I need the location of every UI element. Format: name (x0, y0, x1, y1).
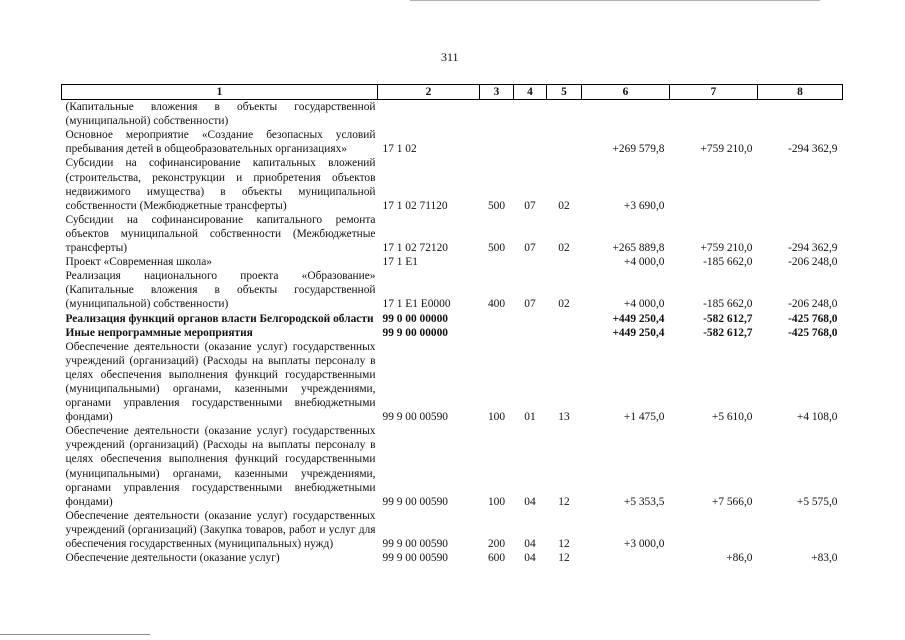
row-col6: +269 579,8 (612, 143, 665, 156)
row-col6 (582, 100, 670, 129)
row-col6: +265 889,8 (612, 242, 665, 255)
row-col3: 500 (487, 199, 506, 212)
row-col6: +3 690,0 (623, 199, 665, 212)
row-col6: +5 353,5 (623, 495, 665, 508)
row-col5: 02 (558, 242, 570, 255)
row-col6: +3 000,0 (623, 538, 665, 550)
table-row (62, 128, 843, 156)
row-col4 (514, 312, 547, 326)
row-name: Реализация функций органов власти Белгородской области (65, 312, 374, 325)
row-col6: +4 000,0 (623, 298, 665, 311)
table-row (62, 509, 843, 551)
row-name: Иные непрограммные мероприятия (65, 326, 253, 339)
budget-table (61, 84, 843, 565)
row-col3: 600 (487, 552, 506, 565)
row-col7: +7 566,0 (711, 495, 753, 508)
row-col5: 12 (558, 552, 570, 565)
row-col8 (758, 156, 843, 212)
row-col3 (480, 128, 514, 156)
row-col6: +449 250,4 (612, 326, 665, 339)
row-col5: 02 (558, 298, 570, 311)
column-header-3: 3 (480, 85, 514, 100)
row-col5: 12 (558, 495, 570, 508)
table-row (62, 213, 843, 255)
top-rule (410, 0, 820, 1)
row-name: (Капитальные вложения в объекты государственной (муниципальной) собственности) (65, 101, 376, 128)
row-col6: +449 250,4 (612, 312, 665, 325)
row-col4 (514, 255, 547, 269)
row-col4: 04 (524, 552, 536, 565)
table-row (62, 340, 843, 425)
row-col8 (758, 509, 843, 551)
row-col4: 07 (524, 199, 536, 212)
row-name: Субсидии на софинансирование капитального ремонта объектов муниципальной собственности (Межбюджетные трансферты) (65, 213, 376, 255)
row-col7: -582 612,7 (703, 326, 753, 339)
table-header-row (62, 85, 843, 100)
row-col7: +759 210,0 (700, 143, 753, 156)
page-number: 311 (441, 50, 459, 64)
row-code: 17 1 02 71120 (382, 199, 448, 212)
column-header-6: 6 (582, 85, 670, 100)
row-name: Обеспечение деятельности (оказание услуг) (65, 552, 280, 565)
row-col6 (582, 551, 670, 565)
row-col3 (480, 312, 514, 326)
row-name: Обеспечение деятельности (оказание услуг) государственных учреждений (организаций) (Закупка товаров, работ и услуг для обеспечения государственных (муниципальных) нужд) (65, 509, 376, 550)
row-name: Обеспечение деятельности (оказание услуг) государственных учреждений (организаций) (Расходы на выплаты персоналу в целях обеспечения выполнения функций государственными (муниципальными) органами, казенными учреждениями, органами управления государственными внебюджетными фондами) (65, 340, 376, 424)
row-col8: +5 575,0 (796, 495, 838, 508)
row-col3 (480, 100, 514, 129)
row-code: 17 1 02 (382, 143, 417, 156)
table-row (62, 326, 843, 340)
row-code: 99 9 00 00590 (382, 495, 448, 508)
bottom-rule (0, 634, 150, 635)
table-row (62, 551, 843, 565)
row-col5 (547, 255, 582, 269)
table-row (62, 156, 843, 212)
row-col4: 07 (524, 298, 536, 311)
row-code: 99 9 00 00000 (382, 326, 448, 339)
row-col7: -582 612,7 (703, 312, 753, 325)
row-col3: 100 (487, 411, 506, 424)
row-col8: -425 768,0 (788, 312, 838, 325)
table-row (62, 255, 843, 269)
row-name: Обеспечение деятельности (оказание услуг) государственных учреждений (организаций) (Расходы на выплаты персоналу в целях обеспечения выполнения функций государственными (муниципальными) органами, казенными учреждениями, органами управления государственными внебюджетными фондами) (65, 425, 376, 508)
row-col6: +1 475,0 (623, 411, 665, 424)
row-col3 (480, 255, 514, 269)
row-col8: +4 108,0 (796, 411, 838, 424)
row-name: Субсидии на софинансирование капитальных вложений (строительства, реконструкции и приобретения объектов недвижимого имущества) в объекты муниципальной собственности (Межбюджетные трансферты) (65, 157, 376, 212)
row-name: Проект «Современная школа» (65, 256, 212, 269)
row-col3: 400 (487, 298, 506, 311)
row-col5: 02 (558, 199, 570, 212)
row-col8: -206 248,0 (788, 298, 838, 311)
table-row (62, 312, 843, 326)
row-code: 99 9 00 00590 (382, 552, 448, 565)
row-col8: -425 768,0 (788, 326, 838, 339)
row-col6: +4 000,0 (623, 256, 665, 269)
column-header-8: 8 (758, 85, 843, 100)
row-col4: 01 (524, 411, 536, 424)
column-header-4: 4 (514, 85, 547, 100)
column-header-5: 5 (547, 85, 582, 100)
row-col5 (547, 128, 582, 156)
row-col5: 13 (558, 411, 570, 424)
row-col7: +86,0 (726, 552, 753, 565)
row-col5: 12 (558, 538, 570, 550)
row-col4 (514, 326, 547, 340)
row-col5 (547, 312, 582, 326)
row-col8: -294 362,9 (788, 242, 838, 255)
column-header-1: 1 (62, 85, 378, 100)
table-row (62, 424, 843, 509)
row-code: 17 1 02 72120 (382, 242, 448, 255)
row-col5 (547, 326, 582, 340)
row-name: Основное мероприятие «Создание безопасных условий пребывания детей в общеобразовательных организациях» (65, 129, 376, 156)
row-col8: -206 248,0 (788, 256, 838, 269)
row-col3 (480, 326, 514, 340)
row-col7 (670, 509, 758, 551)
table-row (62, 100, 843, 129)
row-col7: -185 662,0 (703, 298, 753, 311)
row-col4 (514, 100, 547, 129)
row-col3: 200 (487, 538, 506, 550)
row-col7 (670, 156, 758, 212)
row-col7: +759 210,0 (700, 242, 753, 255)
row-col4: 07 (524, 242, 536, 255)
row-col8: +83,0 (811, 552, 838, 565)
row-col8 (758, 100, 843, 129)
column-header-2: 2 (378, 85, 480, 100)
row-col4: 04 (524, 538, 536, 550)
row-col3: 100 (487, 495, 506, 508)
row-col4 (514, 128, 547, 156)
row-col7: -185 662,0 (703, 256, 753, 269)
row-code: 17 1 E1 (382, 256, 418, 269)
column-header-7: 7 (670, 85, 758, 100)
row-code: 99 0 00 00000 (382, 312, 448, 325)
row-col7 (670, 100, 758, 129)
row-col5 (547, 100, 582, 129)
row-col7: +5 610,0 (711, 411, 753, 424)
row-code: 99 9 00 00590 (382, 538, 448, 550)
row-code: 17 1 E1 E0000 (382, 298, 451, 311)
row-col8: -294 362,9 (788, 143, 838, 156)
row-col4: 04 (524, 495, 536, 508)
table-row (62, 269, 843, 311)
row-col3: 500 (487, 242, 506, 255)
row-code (378, 100, 480, 129)
row-code: 99 9 00 00590 (382, 411, 448, 424)
row-name: Реализация национального проекта «Образование» (Капитальные вложения в объекты государственной (муниципальной) собственности) (65, 270, 376, 311)
